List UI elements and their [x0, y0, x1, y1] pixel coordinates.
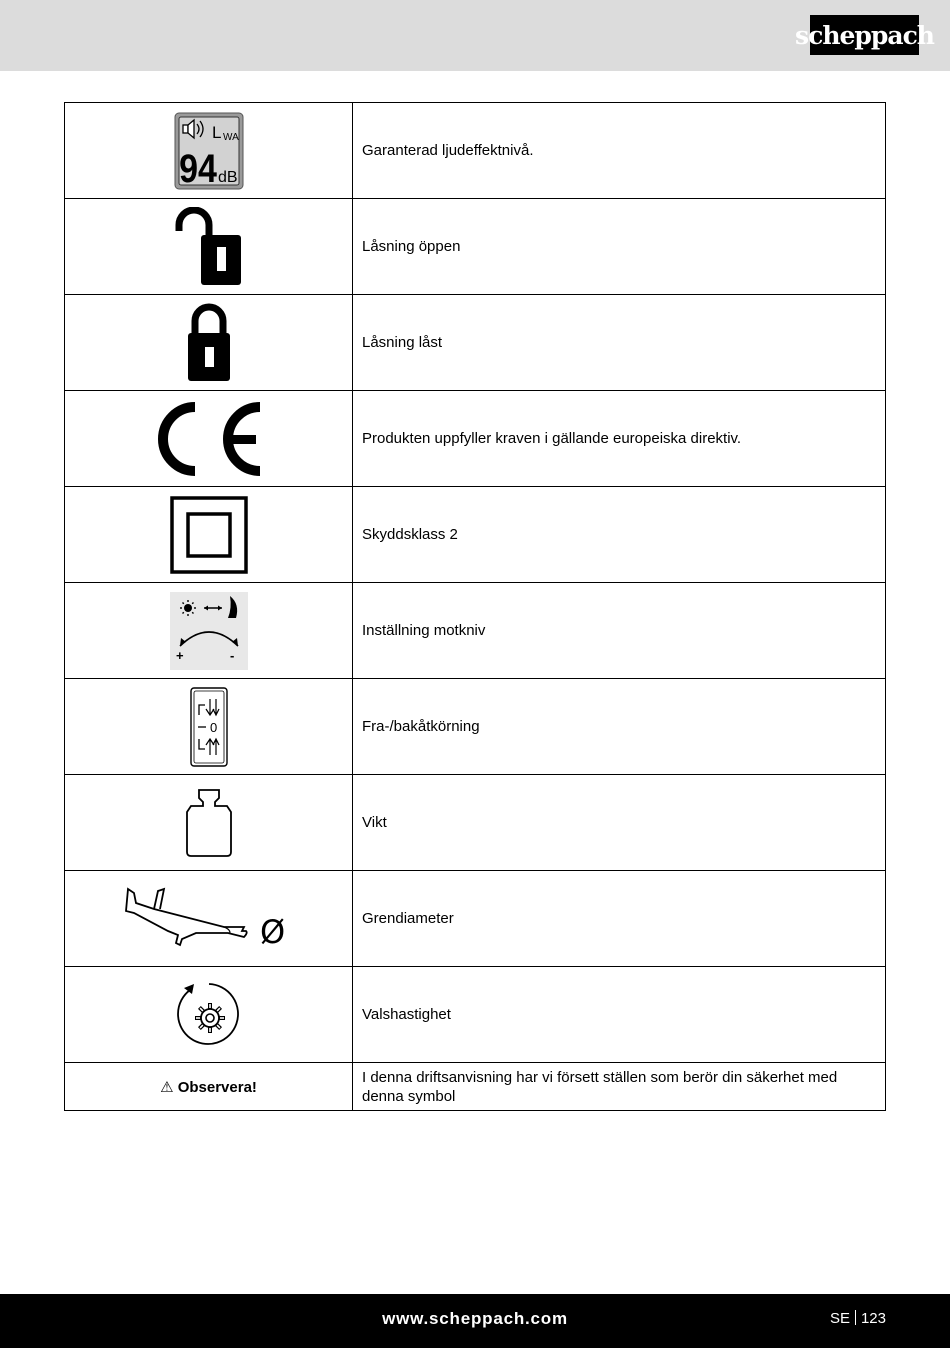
symbol-description: Skyddsklass 2 — [353, 487, 886, 583]
minus-label: - — [229, 647, 234, 663]
lwa-label: L — [211, 122, 221, 142]
table-row — [65, 967, 886, 1063]
symbols-table — [64, 102, 886, 1111]
table-row — [65, 1063, 886, 1111]
symbol-description: Inställning motkniv — [353, 583, 886, 679]
locked-padlock-icon — [186, 303, 232, 383]
warning-triangle-icon: ⚠ — [160, 1078, 174, 1096]
symbol-description: Garanterad ljudeffektnivå. — [353, 103, 886, 199]
lwa-subscript: WA — [222, 131, 239, 143]
table-row — [65, 199, 886, 295]
brand-logo: scheppach — [810, 15, 919, 55]
ce-mark-icon — [154, 399, 264, 479]
separator — [855, 1310, 856, 1325]
table-row — [65, 487, 886, 583]
symbol-description: Fra-/bakåtkörning — [353, 679, 886, 775]
neutral-label: 0 — [209, 719, 217, 735]
unlocked-padlock-icon — [173, 207, 245, 287]
symbol-description: Produkten uppfyller kraven i gällande europeiska direktiv. — [353, 391, 886, 487]
forward-reverse-switch-icon — [190, 687, 228, 767]
page-indicator — [830, 1310, 886, 1327]
plus-label: + — [175, 647, 184, 663]
roller-speed-icon — [174, 980, 244, 1050]
table-row — [65, 295, 886, 391]
sound-power-level-icon — [174, 112, 244, 190]
symbol-description: Grendiameter — [353, 871, 886, 967]
diameter-symbol: Ø — [259, 912, 285, 951]
footer-url[interactable]: www.scheppach.com — [382, 1309, 568, 1328]
table-row — [65, 775, 886, 871]
sound-unit: dB — [217, 168, 238, 186]
branch-diameter-icon — [124, 887, 294, 951]
note-description: I denna driftsanvisning har vi försett ställen som berör din säkerhet med denna symbol — [353, 1063, 886, 1111]
table-row — [65, 679, 886, 775]
page-number: 123 — [860, 1310, 886, 1327]
header-band — [0, 0, 950, 71]
table-row — [65, 583, 886, 679]
sound-value: 94 — [178, 144, 217, 190]
footer-band — [0, 1294, 950, 1348]
symbol-description: Låsning låst — [353, 295, 886, 391]
table-row — [65, 103, 886, 199]
symbol-description: Vikt — [353, 775, 886, 871]
table-row — [65, 391, 886, 487]
protection-class-2-icon — [170, 496, 248, 574]
weight-icon — [183, 788, 235, 858]
language-code: SE — [829, 1310, 850, 1327]
note-label-cell — [65, 1063, 353, 1111]
note-label: Observera! — [177, 1078, 257, 1096]
table-row — [65, 871, 886, 967]
symbol-description: Låsning öppen — [353, 199, 886, 295]
counter-blade-adjustment-icon — [170, 592, 248, 670]
symbol-description: Valshastighet — [353, 967, 886, 1063]
